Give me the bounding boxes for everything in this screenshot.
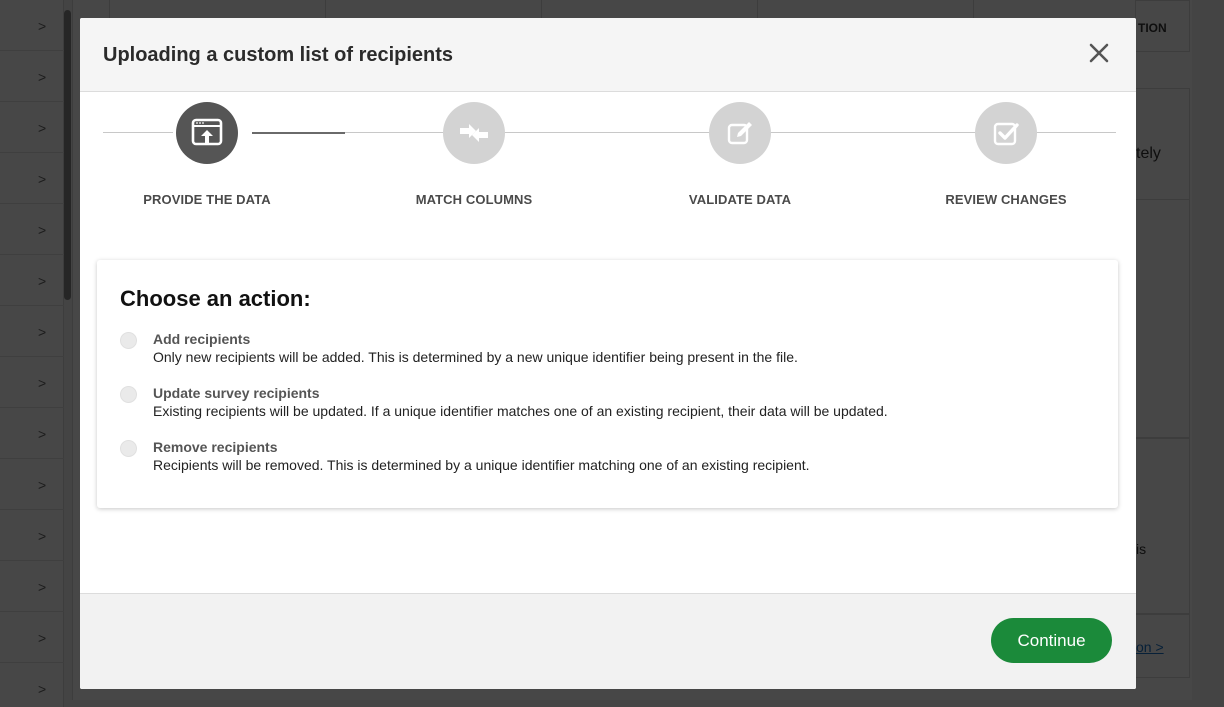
match-arrows-icon bbox=[457, 118, 491, 148]
step-review-changes bbox=[906, 102, 1106, 207]
option-text bbox=[153, 384, 888, 420]
progress-stepper bbox=[80, 92, 1136, 232]
step-label: PROVIDE THE DATA bbox=[143, 192, 271, 207]
option-title: Remove recipients bbox=[153, 439, 278, 455]
step-circle bbox=[975, 102, 1037, 164]
upload-icon bbox=[190, 117, 224, 149]
add-recipients-radio[interactable] bbox=[120, 332, 137, 349]
option-update-recipients[interactable] bbox=[120, 384, 1100, 420]
choose-action-heading: Choose an action: bbox=[120, 286, 311, 311]
edit-pencil-icon bbox=[724, 117, 756, 149]
checkmark-icon bbox=[990, 117, 1022, 149]
close-button[interactable] bbox=[1084, 38, 1114, 68]
step-label: REVIEW CHANGES bbox=[945, 192, 1067, 207]
option-description: Only new recipients will be added. This is determined by a new unique identifier being present in the file. bbox=[153, 349, 798, 365]
dialog-footer bbox=[80, 593, 1136, 689]
step-provide-data bbox=[107, 102, 307, 207]
dialog-header bbox=[80, 18, 1136, 92]
update-recipients-radio[interactable] bbox=[120, 386, 137, 403]
step-validate-data bbox=[640, 102, 840, 207]
step-circle bbox=[176, 102, 238, 164]
option-title: Add recipients bbox=[153, 331, 251, 347]
upload-recipients-dialog bbox=[80, 18, 1136, 689]
step-circle bbox=[443, 102, 505, 164]
remove-recipients-radio[interactable] bbox=[120, 440, 137, 457]
option-description: Existing recipients will be updated. If a unique identifier matches one of an existing recipient, their data will be updated. bbox=[153, 403, 888, 419]
option-text bbox=[153, 438, 810, 474]
step-label: VALIDATE DATA bbox=[688, 192, 792, 207]
continue-button[interactable]: Continue bbox=[991, 618, 1112, 663]
step-circle bbox=[709, 102, 771, 164]
option-description: Recipients will be removed. This is determined by a unique identifier matching one of an existing recipient. bbox=[153, 457, 810, 473]
option-text bbox=[153, 330, 798, 366]
option-title: Update survey recipients bbox=[153, 385, 320, 401]
step-label: MATCH COLUMNS bbox=[415, 192, 533, 207]
option-add-recipients[interactable] bbox=[120, 330, 1100, 366]
dialog-title: Uploading a custom list of recipients bbox=[103, 44, 454, 66]
step-match-columns bbox=[374, 102, 574, 207]
choose-action-card bbox=[97, 260, 1118, 508]
option-remove-recipients[interactable] bbox=[120, 438, 1100, 474]
close-icon bbox=[1088, 42, 1110, 64]
